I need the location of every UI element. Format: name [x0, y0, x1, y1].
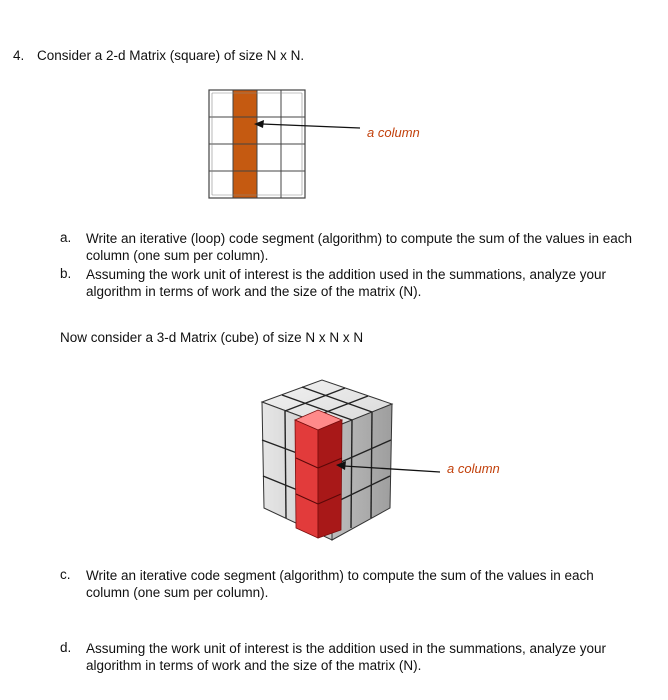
- cube-highlight-column: [295, 410, 342, 538]
- question-number: 4.: [13, 48, 25, 63]
- part-d-line-2: algorithm in terms of work and the size of the matrix (N).: [86, 658, 422, 673]
- part-a-line-1: Write an iterative (loop) code segment (algorithm) to compute the sum of the values in each: [86, 231, 633, 246]
- part-a-label: a.: [60, 230, 72, 245]
- matrix-2d-annotation: a column: [367, 125, 420, 140]
- cube-annotation: a column: [447, 461, 500, 476]
- part-a-line-2: column (one sum per column).: [86, 248, 269, 263]
- question-prompt: Consider a 2-d Matrix (square) of size N x N.: [37, 48, 305, 63]
- cube-prompt: Now consider a 3-d Matrix (cube) of size N x N x N: [60, 330, 364, 345]
- part-d-line-1: Assuming the work unit of interest is the addition used in the summations, analyze your: [86, 641, 607, 656]
- part-c-line-1: Write an iterative code segment (algorithm) to compute the sum of the values in each: [86, 568, 594, 583]
- part-b-label: b.: [60, 266, 72, 281]
- part-c-line-2: column (one sum per column).: [86, 585, 269, 600]
- part-d-label: d.: [60, 640, 72, 655]
- part-b-line-1: Assuming the work unit of interest is the addition used in the summations, analyze your: [86, 267, 607, 282]
- part-c-label: c.: [60, 567, 71, 582]
- part-b-line-2: algorithm in terms of work and the size of the matrix (N).: [86, 284, 422, 299]
